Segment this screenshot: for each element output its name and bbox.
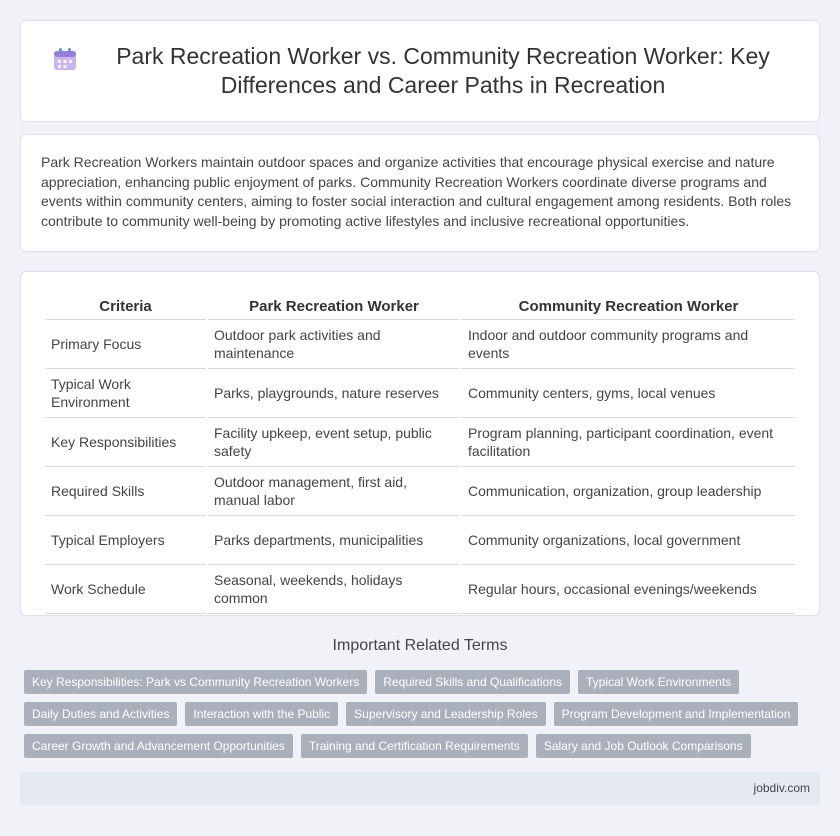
row-criteria: Typical Employers <box>45 516 206 565</box>
row-community-value: Regular hours, occasional evenings/weekends <box>462 565 795 614</box>
comparison-table <box>43 294 797 614</box>
term-tag[interactable]: Daily Duties and Activities <box>24 702 177 726</box>
table-row <box>45 320 795 369</box>
table-row <box>45 467 795 516</box>
term-tag[interactable]: Required Skills and Qualifications <box>375 670 570 694</box>
intro-paragraph: Park Recreation Workers maintain outdoor spaces and organize activities that encourage physical exercise and nature appreciation, enhancing public enjoyment of parks. Community Recreation Workers coordinate diverse programs and events within community centers, aiming to foster social interaction and cultural engagement among residents. Both roles contribute to community well-being by promoting active lifestyles and inclusive recreational opportunities. <box>41 154 792 229</box>
intro-card <box>20 134 820 252</box>
row-park-value: Outdoor management, first aid, manual labor <box>208 467 460 516</box>
row-criteria: Work Schedule <box>45 565 206 614</box>
term-tag[interactable]: Key Responsibilities: Park vs Community Recreation Workers <box>24 670 367 694</box>
row-criteria: Typical Work Environment <box>45 369 206 418</box>
row-criteria: Required Skills <box>45 467 206 516</box>
row-criteria: Primary Focus <box>45 320 206 369</box>
table-row <box>45 565 795 614</box>
table-row <box>45 418 795 467</box>
row-community-value: Community organizations, local government <box>462 516 795 565</box>
header-park-worker: Park Recreation Worker <box>208 294 460 320</box>
related-terms-tags <box>24 670 824 766</box>
table-row <box>45 516 795 565</box>
term-tag[interactable]: Training and Certification Requirements <box>301 734 528 758</box>
row-criteria: Key Responsibilities <box>45 418 206 467</box>
row-community-value: Communication, organization, group leadership <box>462 467 795 516</box>
header-criteria: Criteria <box>45 294 206 320</box>
row-park-value: Outdoor park activities and maintenance <box>208 320 460 369</box>
page-title: Park Recreation Worker vs. Community Recreation Worker: Key Differences and Career Paths in Recreation <box>116 43 770 98</box>
row-community-value: Indoor and outdoor community programs and events <box>462 320 795 369</box>
term-tag[interactable]: Career Growth and Advancement Opportunities <box>24 734 293 758</box>
row-community-value: Program planning, participant coordination, event facilitation <box>462 418 795 467</box>
footer <box>20 772 820 805</box>
table-row <box>45 369 795 418</box>
term-tag[interactable]: Interaction with the Public <box>185 702 338 726</box>
related-terms-title: Important Related Terms <box>332 637 508 654</box>
footer-site-link[interactable]: jobdiv.com <box>753 781 810 795</box>
row-park-value: Parks departments, municipalities <box>208 516 460 565</box>
table-header-row <box>45 294 795 320</box>
row-park-value: Seasonal, weekends, holidays common <box>208 565 460 614</box>
header-community-worker: Community Recreation Worker <box>462 294 795 320</box>
term-tag[interactable]: Program Development and Implementation <box>554 702 799 726</box>
term-tag[interactable]: Supervisory and Leadership Roles <box>346 702 545 726</box>
term-tag[interactable]: Typical Work Environments <box>578 670 739 694</box>
row-park-value: Parks, playgrounds, nature reserves <box>208 369 460 418</box>
comparison-table-card <box>20 271 820 616</box>
calendar-icon <box>51 45 79 73</box>
row-park-value: Facility upkeep, event setup, public safety <box>208 418 460 467</box>
row-community-value: Community centers, gyms, local venues <box>462 369 795 418</box>
term-tag[interactable]: Salary and Job Outlook Comparisons <box>536 734 751 758</box>
title-card <box>20 20 820 122</box>
